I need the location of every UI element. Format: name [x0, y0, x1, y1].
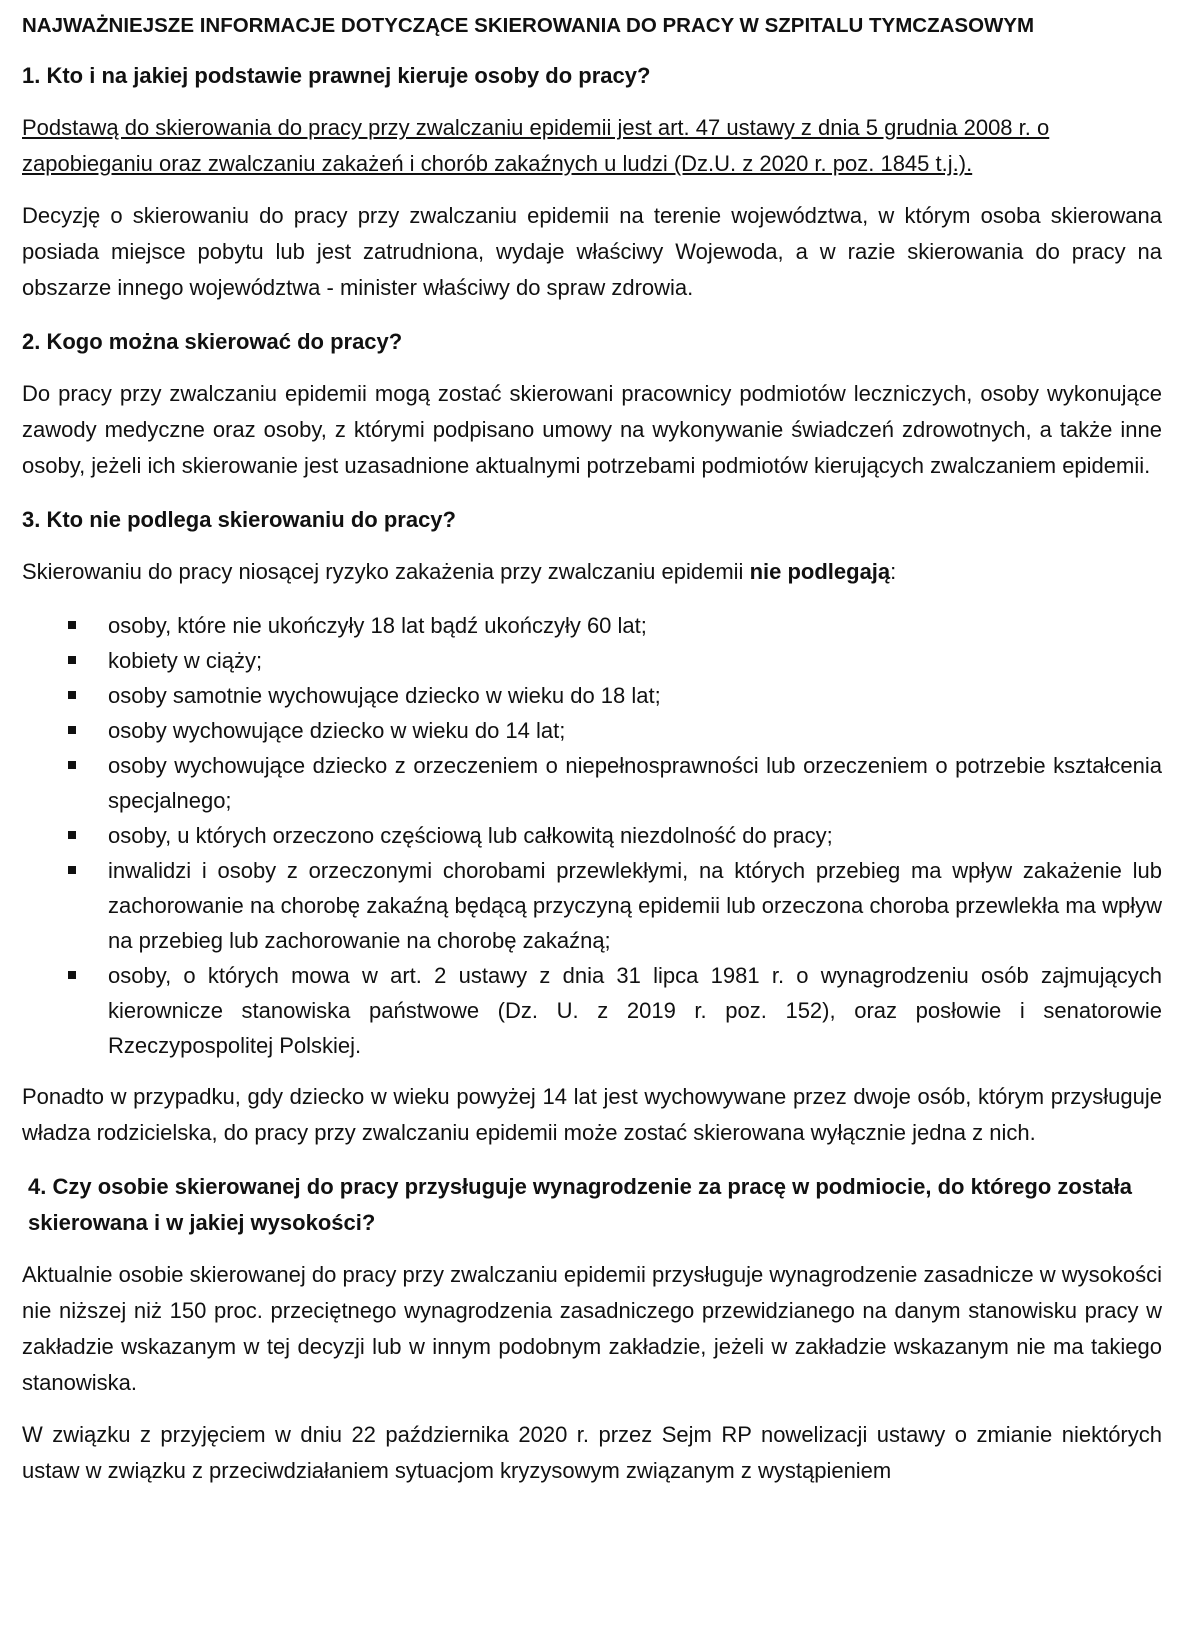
section-3-intro-bold: nie podlegają	[749, 559, 891, 584]
list-item	[22, 608, 1162, 643]
list-item-text: osoby, u których orzeczono częściową lub całkowitą niezdolność do pracy;	[108, 823, 833, 848]
legal-basis-paragraph: Podstawą do skierowania do pracy przy zwalczaniu epidemii jest art. 47 ustawy z dnia 5 grudnia 2008 r. o zapobieganiu oraz zwalczaniu zakażeń i chorób zakaźnych u ludzi (Dz.U. z 2020 r. poz. 1845 t.j.).	[22, 115, 1050, 176]
section-2-paragraph: Do pracy przy zwalczaniu epidemii mogą zostać skierowani pracownicy podmiotów leczniczych, osoby wykonujące zawody medyczne oraz osoby, z którymi podpisano umowy na wykonywanie świadczeń zdrowotnych, a także inne osoby, jeżeli ich skierowanie jest uzasadnione aktualnymi potrzebami podmiotów kierujących zwalczaniem epidemii.	[22, 381, 1162, 478]
list-item-text: inwalidzi i osoby z orzeczonymi chorobami przewlekłymi, na których przebieg ma wpływ zakażenie lub zachorowanie na chorobę zakaźną będącą przyczyną epidemii lub orzeczona choroba przewlekła ma wpływ na przebieg lub zachorowanie na chorobę zakaźną;	[108, 858, 1162, 953]
list-item-text: osoby wychowujące dziecko z orzeczeniem o niepełnosprawności lub orzeczeniem o potrzebie kształcenia specjalnego;	[108, 753, 1162, 813]
list-item-text: osoby, o których mowa w art. 2 ustawy z dnia 31 lipca 1981 r. o wynagrodzeniu osób zajmujących kierownicze stanowiska państwowe (Dz. U. z 2019 r. poz. 152), oraz posłowie i senatorowie Rzeczypospolitej Polskiej.	[108, 963, 1162, 1058]
list-item-text: osoby samotnie wychowujące dziecko w wieku do 18 lat;	[108, 683, 661, 708]
section-2-heading: 2. Kogo można skierować do pracy?	[22, 329, 403, 354]
square-bullet-icon	[68, 866, 76, 874]
square-bullet-icon	[68, 831, 76, 839]
section-3-intro-text: Skierowaniu do pracy niosącej ryzyko zakażenia przy zwalczaniu epidemii	[22, 559, 750, 584]
list-item	[22, 853, 1162, 958]
exclusions-list	[22, 608, 1162, 1063]
section-3-heading: 3. Kto nie podlega skierowaniu do pracy?	[22, 507, 456, 532]
section-3-intro	[22, 554, 1162, 590]
document-title: NAJWAŻNIEJSZE INFORMACJE DOTYCZĄCE SKIEROWANIA DO PRACY W SZPITALU TYMCZASOWYM	[22, 14, 1035, 37]
section-4-paragraph-2: W związku z przyjęciem w dniu 22 października 2020 r. przez Sejm RP nowelizacji ustawy o zmianie niektórych ustaw w związku z przeciwdziałaniem sytuacjom kryzysowym związanym z wystąpieniem	[22, 1422, 1162, 1483]
section-4-heading: 4. Czy osobie skierowanej do pracy przysługuje wynagrodzenie za pracę w podmiocie, do którego została skierowana i w jakiej wysokości?	[28, 1174, 1132, 1235]
list-item-text: osoby wychowujące dziecko w wieku do 14 lat;	[108, 718, 566, 743]
list-item-text: kobiety w ciąży;	[108, 648, 263, 673]
list-item	[22, 643, 1162, 678]
list-item	[22, 678, 1162, 713]
section-3-intro-suffix: :	[890, 559, 897, 584]
list-item	[22, 713, 1162, 748]
list-item	[22, 748, 1162, 818]
square-bullet-icon	[68, 726, 76, 734]
square-bullet-icon	[68, 656, 76, 664]
section-4-paragraph-1: Aktualnie osobie skierowanej do pracy przy zwalczaniu epidemii przysługuje wynagrodzenie zasadnicze w wysokości nie niższej niż 150 proc. przeciętnego wynagrodzenia zasadniczego przewidzianego na danym stanowisku pracy w zakładzie wskazanym w tej decyzji lub w innym podobnym zakładzie, jeżeli w zakładzie wskazanym nie ma takiego stanowiska.	[22, 1262, 1162, 1395]
square-bullet-icon	[68, 621, 76, 629]
square-bullet-icon	[68, 971, 76, 979]
section-1-paragraph: Decyzję o skierowaniu do pracy przy zwalczaniu epidemii na terenie województwa, w którym osoba skierowana posiada miejsce pobytu lub jest zatrudniona, wydaje właściwy Wojewoda, a w razie skierowania do pracy na obszarze innego województwa - minister właściwy do spraw zdrowia.	[22, 203, 1162, 300]
section-3-closing: Ponadto w przypadku, gdy dziecko w wieku powyżej 14 lat jest wychowywane przez dwoje osób, którym przysługuje władza rodzicielska, do pracy przy zwalczaniu epidemii może zostać skierowana wyłącznie jedna z nich.	[22, 1084, 1162, 1145]
square-bullet-icon	[68, 691, 76, 699]
list-item	[22, 958, 1162, 1063]
list-item-text: osoby, które nie ukończyły 18 lat bądź ukończyły 60 lat;	[108, 613, 647, 638]
square-bullet-icon	[68, 761, 76, 769]
section-1-heading: 1. Kto i na jakiej podstawie prawnej kieruje osoby do pracy?	[22, 63, 651, 88]
list-item	[22, 818, 1162, 853]
